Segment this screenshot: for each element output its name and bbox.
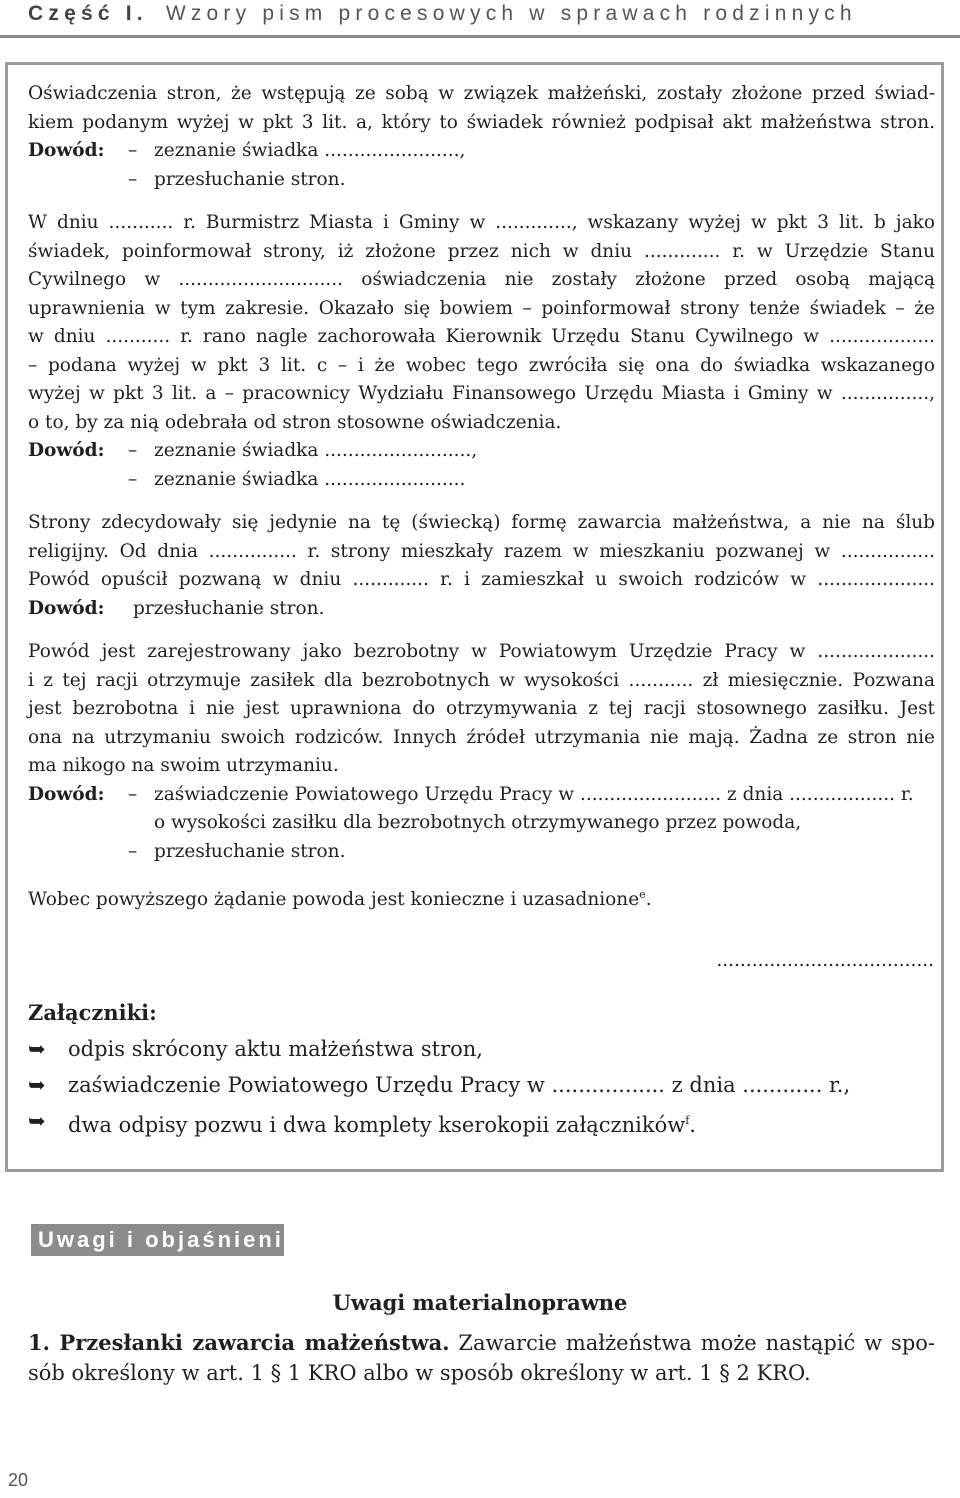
running-header <box>28 2 857 26</box>
footnote-ref: e <box>639 888 646 901</box>
evidence-item-continuation: o wysokości zasiłku dla bezrobotnych otrzymywanego przez powoda, <box>154 812 802 833</box>
arrow-bullet-icon: ➥ <box>28 1037 46 1061</box>
paragraph-line: Oświadczenia stron, że wstępują ze sobą w związek małżeński, zostały złożone przed świad- <box>28 83 935 104</box>
notes-subheading: Uwagi materialnoprawne <box>332 1290 628 1315</box>
attachments-title: Załączniki: <box>28 1000 157 1025</box>
note-paragraph: 1. Przesłanki zawarcia małżeństwa. Zawarcie małżeństwa może nastąpić w spo- sób określony w art. 1 § 1 KRO albo w sposób określony w art. 1 § 2 KRO. <box>28 1330 935 1385</box>
paragraph-line: o to, by za nią odebrała od stron stosowne oświadczenia. <box>28 411 562 433</box>
paragraph-line: religijny. Od dnia ............... r. strony mieszkały razem w mieszkaniu pozwanej w ................ <box>28 540 935 562</box>
signature-line: ..................................... <box>716 950 934 971</box>
paragraph-line: świadek, poinformował strony, iż złożone przez nich w dniu ............. r. w Urzędzie Stanu <box>28 240 935 262</box>
evidence-item: zeznanie świadka ......................., <box>154 140 466 161</box>
paragraph-line: kiem podanym wyżej w pkt 3 lit. a, który to świadek również podpisał akt małżeństwa stron. <box>28 111 935 133</box>
paragraph-line: Strony zdecydowały się jedynie na tę (świecką) formę zawarcia małżeństwa, a nie na ślub <box>28 512 935 533</box>
paragraph-line: – podana wyżej w pkt 3 lit. c – i że wobec tego zwróciła się ona do świadka wskazanego <box>28 354 935 376</box>
paragraph-line: W dniu ........... r. Burmistrz Miasta i Gminy w ............., wskazany wyżej w pkt 3 lit. b jako <box>28 212 935 233</box>
arrow-bullet-icon: ➥ <box>28 1073 46 1097</box>
conclusion: Wobec powyższego żądanie powoda jest konieczne i uzasadnione$^e$. <box>28 888 652 911</box>
paragraph-line: ona na utrzymaniu swoich rodziców. Innych źródeł utrzymania nie mają. Żadna ze stron nie <box>28 726 935 748</box>
evidence-item: przesłuchanie stron. <box>154 840 346 862</box>
header-rule <box>0 35 960 38</box>
paragraph-line: Powód jest zarejestrowany jako bezrobotny w Powiatowym Urzędzie Pracy w .................... <box>28 641 935 662</box>
paragraph-line: Cywilnego w ............................ oświadczenia nie zostały złożone przed osobą mającą <box>28 269 935 290</box>
page-number: 20 <box>8 1470 29 1490</box>
arrow-bullet-icon: ➥ <box>28 1109 46 1133</box>
evidence-item: przesłuchanie stron. <box>133 597 325 619</box>
paragraph-line: wyżej w pkt 3 lit. a – pracownicy Wydziału Finansowego Urzędu Miasta i Gminy w ..............., <box>28 383 935 404</box>
footnote-ref: f <box>685 1114 690 1127</box>
paragraph-line: ma nikogo na swoim utrzymaniu. <box>28 755 339 776</box>
attachment-item: ➥ odpis skrócony aktu małżeństwa stron, <box>28 1031 935 1067</box>
section-title: Wzory pism procesowych w sprawach rodzinnych <box>165 2 857 25</box>
evidence-block: Dowód: – zeznanie świadka ......................., – przesłuchanie stron. <box>28 137 935 194</box>
paragraph-line: Powód opuścił pozwaną w dniu ............. r. i zamieszkał u swoich rodziców w .................... <box>28 569 935 590</box>
attachments <box>28 1000 935 1143</box>
paragraph-line: w dniu ........... r. rano nagle zachorowała Kierownik Urzędu Stanu Cywilnego w .................. <box>28 326 935 347</box>
attachment-item: ➥ dwa odpisy pozwu i dwa komplety kserokopii załączników$^f$. <box>28 1103 935 1143</box>
evidence-label: Dowód: <box>28 597 105 619</box>
attachment-item: ➥ zaświadczenie Powiatowego Urzędu Pracy w ................. z dnia ............ r., <box>28 1067 935 1103</box>
paragraph-line: uprawnienia w tym zakresie. Okazało się bowiem – poinformował strony tenże świadek – że <box>28 297 935 319</box>
part-label: Część I. <box>28 2 148 25</box>
evidence-item: zeznanie świadka ........................ <box>154 468 466 490</box>
evidence-item: zaświadczenie Powiatowego Urzędu Pracy w ........................ z dnia .................. r. <box>154 783 914 805</box>
note-heading: 1. Przesłanki zawarcia małżeństwa. <box>28 1330 450 1355</box>
paragraph-line: i z tej racji otrzymuje zasiłek dla bezrobotnych w wysokości ........... zł miesięcznie. Pozwana <box>28 669 935 691</box>
evidence-label: Dowód: <box>28 140 105 161</box>
paragraph-line: jest bezrobotna i nie jest uprawniona do otrzymywania z tej racji stosownego zasiłku. Jest <box>28 698 935 719</box>
document-body <box>28 80 935 915</box>
evidence-block: Dowód: – zeznanie świadka ........................., – zeznanie świadka ........................ <box>28 437 935 494</box>
evidence-block <box>28 595 935 624</box>
evidence-label: Dowód: <box>28 783 105 805</box>
evidence-block: Dowód: – zaświadczenie Powiatowego Urzędu Pracy w ........................ z dnia .................. r. o wysokości zasiłku dla bezrobotnych otrzymywanego przez powoda, – przesłuchanie stron. <box>28 781 935 867</box>
evidence-label: Dowód: <box>28 440 105 461</box>
evidence-item: zeznanie świadka ........................., <box>154 440 478 461</box>
notes-section-label: Uwagi i objaśnienia <box>31 1224 284 1256</box>
evidence-item: przesłuchanie stron. <box>154 168 346 190</box>
